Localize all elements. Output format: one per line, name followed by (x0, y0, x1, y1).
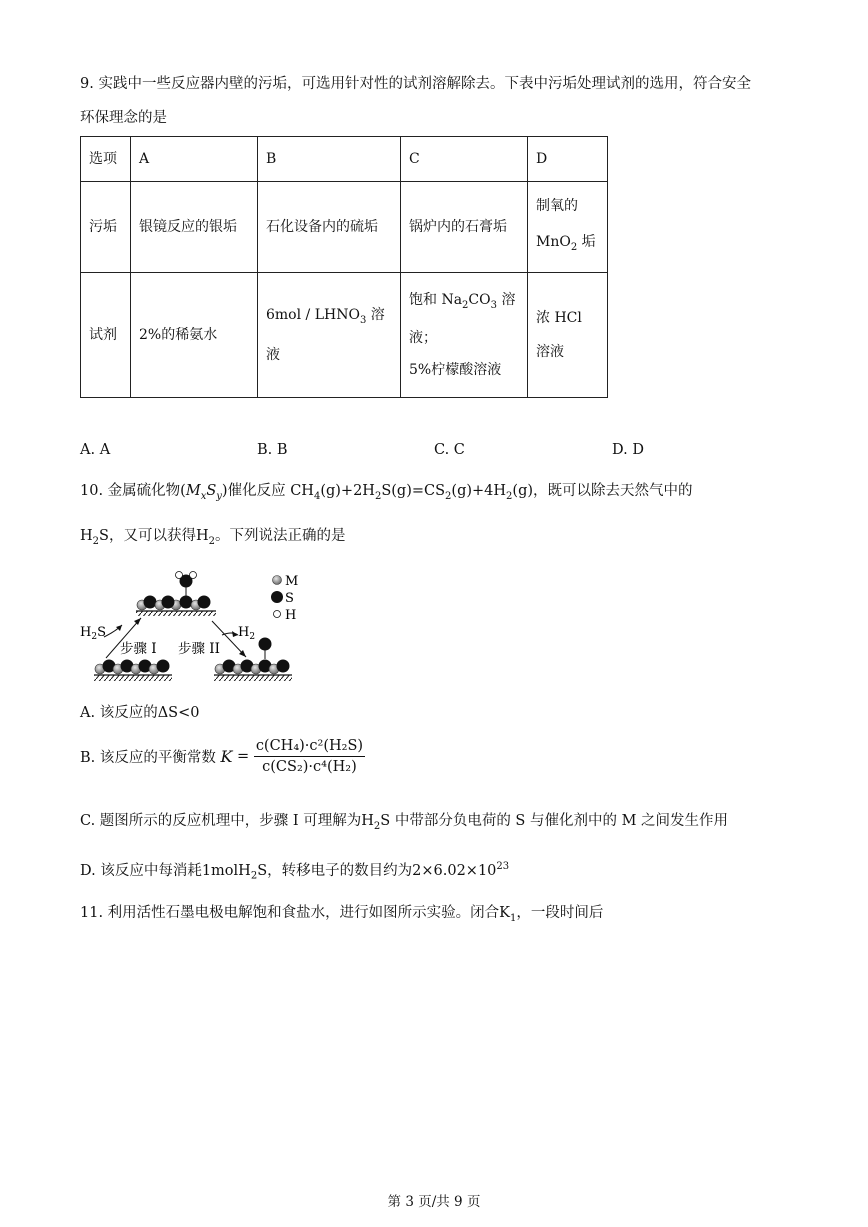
table-cell-dirt-d (528, 182, 608, 273)
q10-option-b[interactable]: B. 该反应的平衡常数 K = $\frac{\text{c(CH₄)·c²(H₂S)}}{\text{c(CS₂)·c⁴(H₂)}}$ (80, 738, 364, 775)
reagent-c-line1: 饱和 $Na_2CO_3$ 溶 (409, 292, 516, 311)
q10-option-d[interactable]: D. 该反应中每消耗1molH$_2$S，转移电子的数目约为$2\times 6.02\times 10^{23}$ (80, 861, 510, 882)
table-cell-dirt-a: 银镜反应的银垢 (131, 182, 258, 273)
q10-equation: $CH_4(g)+2H_2S(g)=CS_2(g)+4H_2(g)$ (290, 483, 534, 502)
q9-stem-line2: 环保理念的是 (80, 110, 167, 126)
table-cell-dirt-label: 污垢 (81, 182, 131, 273)
dirt-d-line2: MnO$_2$ 垢 (536, 234, 596, 253)
dirt-d-line1: 制氧的 (536, 198, 578, 215)
reagent-c-line3: 5%柠檬酸溶液 (409, 361, 502, 378)
top-catalyst-surface (136, 572, 216, 617)
table-cell-reagent-a: 2%的稀氨水 (131, 273, 258, 398)
step1-label: 步骤 I (120, 641, 157, 657)
table-row (81, 137, 608, 182)
mechanism-figure (76, 565, 316, 690)
choice-a[interactable]: A. A (80, 442, 111, 458)
legend-h-icon (274, 611, 281, 618)
equilibrium-constant-fraction: $\frac{\text{c(CH₄)·c²(H₂S)}}{\text{c(CS₂)·c⁴(H₂)}}$ (255, 738, 364, 775)
table-cell-dirt-b: 石化设备内的硫垢 (258, 182, 401, 273)
page-footer: 第 3 页/共 9 页 (387, 1194, 481, 1210)
table-header-cell: 选项 (81, 137, 131, 182)
h2-label: $H_2$ (238, 625, 256, 642)
reagent-c-line2: 液； (409, 329, 437, 346)
q9-options-table (80, 136, 608, 398)
legend-h-label: H (285, 608, 297, 623)
legend-m-label: M (285, 574, 299, 589)
table-row (81, 182, 608, 273)
table-cell-reagent-b (258, 273, 401, 398)
choice-d[interactable]: D. D (612, 442, 644, 458)
legend-s-label: S (285, 591, 294, 606)
table-header-cell: A (131, 137, 258, 182)
table-cell-reagent-label: 试剂 (81, 273, 131, 398)
reagent-b-line1: $6mol / LHNO_3$ 溶 (266, 307, 385, 326)
choice-c[interactable]: C. C (434, 442, 465, 458)
q9-stem-line1: 9. 实践中一些反应器内壁的污垢，可选用针对性的试剂溶解除去。下表中污垢处理试剂的选用，符合安全 (80, 76, 751, 92)
q11-stem-line1: 11. 利用活性石墨电极电解饱和食盐水，进行如图所示实验。闭合$K_1$，一段时间后 (80, 905, 604, 924)
table-cell-reagent-d (528, 273, 608, 398)
table-header-cell: D (528, 137, 608, 182)
q10-stem-line1: 10. 金属硫化物$(M_xS_y)$催化反应 $CH_4(g)+2H_2S(g)=CS_2(g)+4H_2(g)$，既可以除去天然气中的 (80, 483, 693, 502)
q10-stem-line2: $H_2S$，又可以获得$H_2$。下列说法正确的是 (80, 528, 346, 547)
reagent-d-line1: 浓 HCl (536, 310, 582, 326)
step2-label: 步骤 II (178, 641, 220, 657)
table-cell-reagent-c (401, 273, 528, 398)
bottom-left-catalyst-surface (94, 660, 172, 682)
table-header-cell: B (258, 137, 401, 182)
legend-m-icon (273, 576, 282, 585)
h2s-label: $H_2S$ (80, 625, 106, 642)
bottom-right-catalyst-surface (214, 638, 292, 682)
table-header-cell: C (401, 137, 528, 182)
table-row (81, 273, 608, 398)
reagent-b-line2: 液 (266, 346, 280, 363)
q10-option-c[interactable]: C. 题图所示的反应机理中，步骤 I 可理解为$H_2S$ 中带部分负电荷的 S 与催化剂中的 M 之间发生作用 (80, 813, 729, 832)
figure-legend (271, 574, 298, 623)
choice-b[interactable]: B. B (257, 442, 288, 458)
reagent-d-line2: 溶液 (536, 344, 564, 360)
legend-s-icon (271, 591, 283, 603)
table-cell-dirt-c: 锅炉内的石膏垢 (401, 182, 528, 273)
q10-option-a[interactable]: A. 该反应的ΔS<0 (80, 705, 200, 721)
